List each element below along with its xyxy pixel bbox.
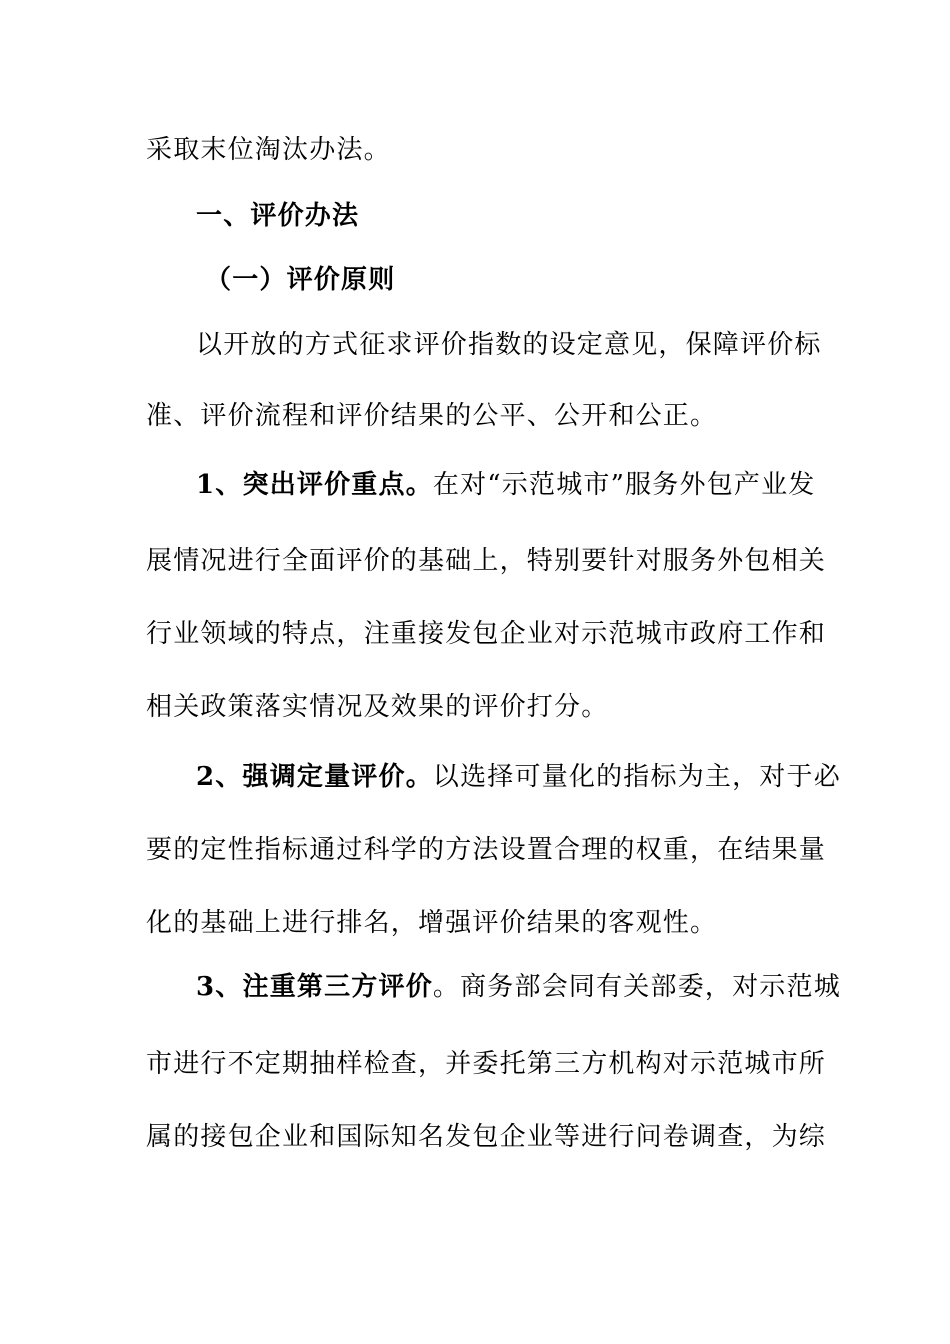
list-item-3-text: 。商务部会同有关部委，对示范城 bbox=[432, 972, 841, 1002]
paragraph-line: 展情况进行全面评价的基础上，特别要针对服务外包相关 bbox=[146, 546, 827, 576]
list-item-1-text: 在对“示范城市”服务外包产业发 bbox=[432, 470, 816, 500]
paragraph-line: 准、评价流程和评价结果的公平、公开和公正。 bbox=[146, 401, 718, 431]
paragraph-line: 属的接包企业和国际知名发包企业等进行问卷调查，为综 bbox=[146, 1122, 827, 1152]
text-line: 采取末位淘汰办法。 bbox=[146, 135, 391, 165]
list-item-2 bbox=[196, 757, 841, 797]
list-item-1-title: 1、突出评价重点。 bbox=[196, 470, 433, 500]
section-heading: 一、评价办法 bbox=[196, 201, 360, 231]
paragraph-line: 化的基础上进行排名，增强评价结果的客观性。 bbox=[146, 908, 718, 938]
list-item-3-title: 3、注重第三方评价 bbox=[196, 972, 433, 1002]
paragraph-line: 行业领域的特点，注重接发包企业对示范城市政府工作和 bbox=[146, 619, 827, 649]
paragraph-line: 相关政策落实情况及效果的评价打分。 bbox=[146, 692, 609, 722]
paragraph-line: 市进行不定期抽样检查，并委托第三方机构对示范城市所 bbox=[146, 1049, 827, 1079]
subsection-heading: （一）评价原则 bbox=[205, 265, 396, 295]
list-item-1 bbox=[196, 465, 816, 505]
list-item-2-text: 以选择可量化的指标为主，对于必 bbox=[432, 762, 841, 792]
list-item-3 bbox=[196, 967, 841, 1007]
list-item-2-title: 2、强调定量评价。 bbox=[196, 762, 433, 792]
paragraph-line: 以开放的方式征求评价指数的设定意见，保障评价标 bbox=[196, 330, 822, 360]
paragraph-line: 要的定性指标通过科学的方法设置合理的权重，在结果量 bbox=[146, 835, 827, 865]
